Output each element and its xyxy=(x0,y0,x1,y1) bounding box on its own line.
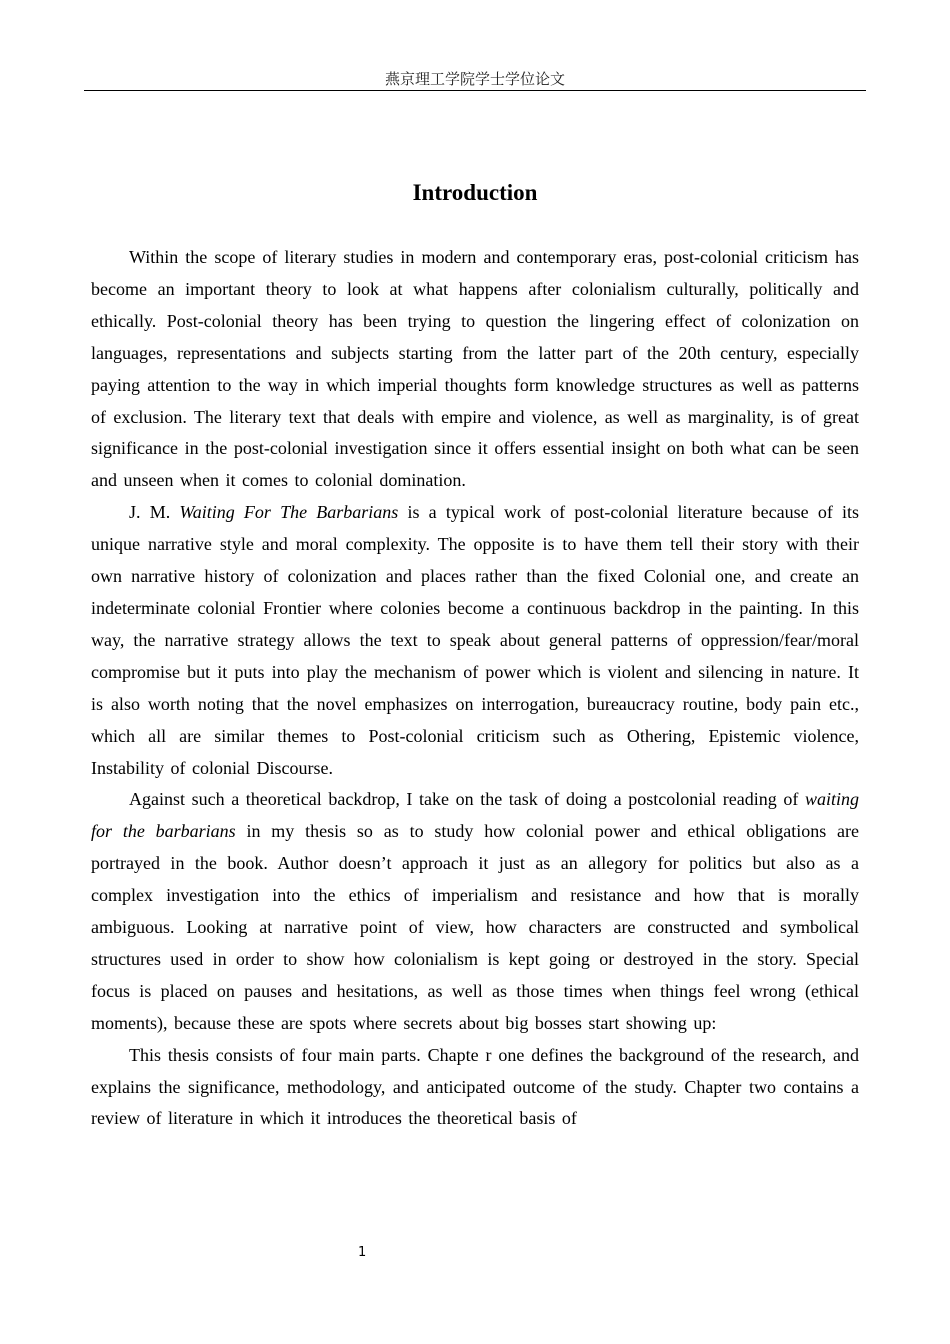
paragraph-2 xyxy=(91,497,859,784)
page-number: 1 xyxy=(358,1245,367,1260)
paragraph-1 xyxy=(91,242,859,497)
paragraph-4-text: This thesis consists of four main parts. Chapte r one defines the background of the research, and explains the significance, methodology, and anticipated outcome of the study. Chapter two contains a review of literature in which it introduces the theoretical basis of xyxy=(91,1044,859,1129)
paragraph-2-prefix: J. M. xyxy=(129,502,180,523)
paragraph-2-text: is a typical work of post-colonial literature because of its unique narrative style and moral complexity. The opposite is to have them tell their story with their own narrative history of colonization and places rather than the fixed Colonial one, and create an indeterminate colonial Frontier where colonies become a continuous backdrop in the painting. In this way, the narrative strategy allows the text to speak about general patterns of oppression/fear/moral compromise but it puts into play the mechanism of power which is violent and silencing in nature. It is also worth noting that the novel emphasizes on interrogation, bureaucracy routine, body pain etc., which all are similar themes to Post-colonial criticism such as Othering, Epistemic violence, Instability of colonial Discourse. xyxy=(91,502,859,778)
body-text xyxy=(91,242,859,1135)
paragraph-3-text: in my thesis so as to study how colonial power and ethical obligations are portrayed in the book. Author doesn’t approach it just as an allegory for politics but also as a complex investigation into the ethics of imperialism and resistance and how that is morally ambiguous. Looking at narrative point of view, how characters are constructed and symbolical structures used in order to show how colonialism is kept going or destroyed in the story. Special focus is placed on pauses and hesitations, as well as those times when things feel wrong (ethical moments), because these are spots where secrets about big bosses start showing up: xyxy=(91,821,860,1033)
paragraph-1-text: Within the scope of literary studies in modern and contemporary eras, post-colonial criticism has become an important theory to look at what happens after colonialism culturally, politically and ethically. Post-colonial theory has been trying to question the lingering effect of colonization on languages, representations and subjects starting from the latter part of the 20th century, especially paying attention to the way in which imperial thoughts form knowledge structures as well as patterns of exclusion. The literary text that deals with empire and violence, as well as marginality, is of great significance in the post-colonial investigation since it offers essential insight on both what can be seen and unseen when it comes to colonial domination. xyxy=(91,247,859,491)
paragraph-3 xyxy=(91,784,859,1039)
page-header: 燕京理工学院学士学位论文 xyxy=(84,68,866,91)
paragraph-4 xyxy=(91,1040,859,1136)
paragraph-3-book-title: waiting for the barbarians xyxy=(91,789,859,842)
paragraph-3-prefix: Against such a theoretical backdrop, I take on the task of doing a postcolonial reading of xyxy=(129,789,805,810)
paragraph-2-book-title: Waiting For The Barbarians xyxy=(179,502,399,523)
section-title: Introduction xyxy=(412,180,538,205)
